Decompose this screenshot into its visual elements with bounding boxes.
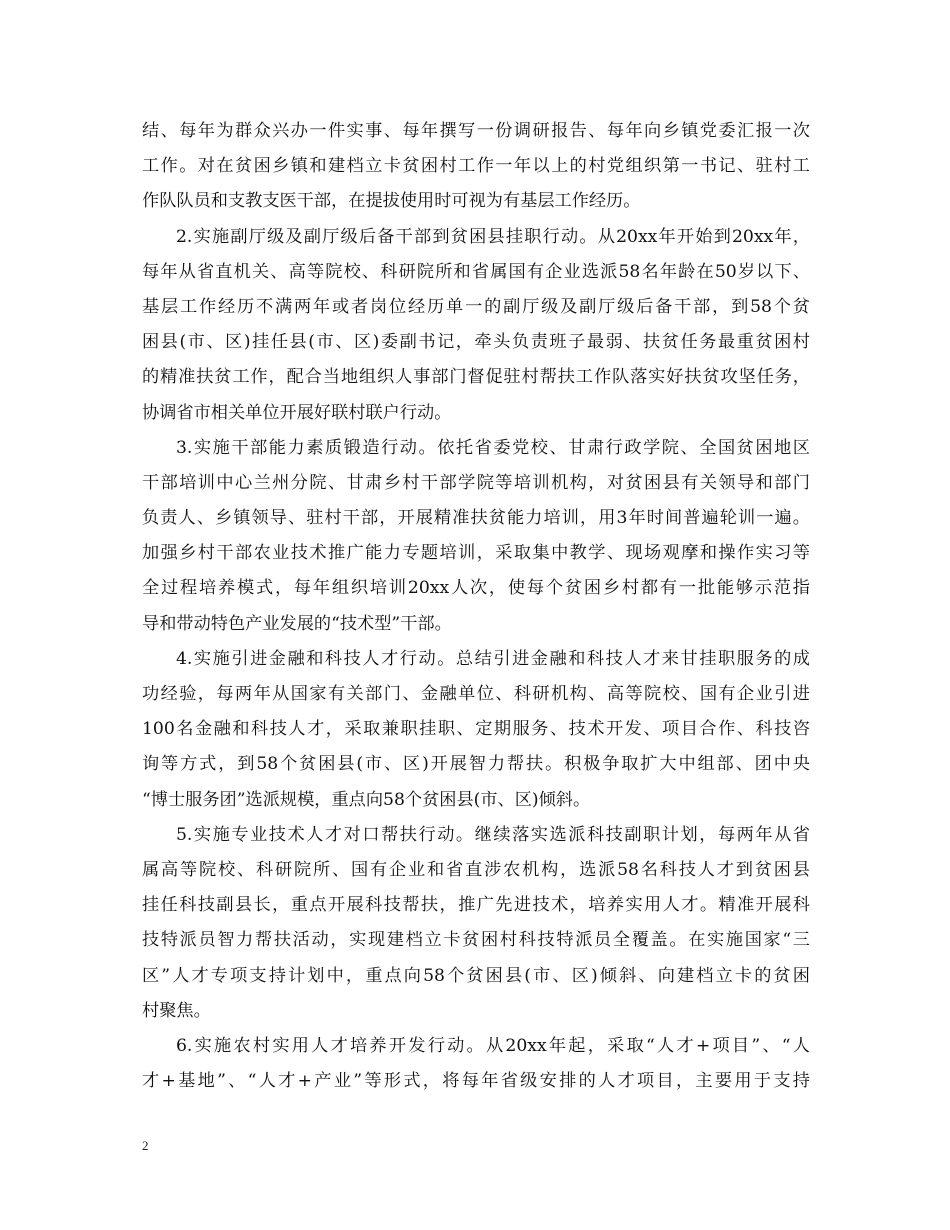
text-line: 才+基地”、“人才+产业”等形式，将每年省级安排的人才项目，主要用于支持 (142, 1071, 810, 1092)
text-line: “博士服务团”选派规模，重点向58个贫困县(市、区)倾斜。 (142, 789, 591, 810)
text-line: 5.实施专业技术人才对口帮扶行动。继续落实选派科技副职计划，每两年从省 (176, 824, 810, 845)
paragraph (142, 431, 810, 642)
paragraph (142, 818, 810, 1029)
text-line: 功经验，每两年从国家有关部门、金融单位、科研机构、高等院校、国有企业引进 (142, 684, 810, 704)
text-line: 2.实施副厅级及副厅级后备干部到贫困县挂职行动。从20xx年开始到20xx年， (176, 226, 810, 247)
page-number: 2 (142, 1138, 149, 1153)
text-line: 4.实施引进金融和科技人才行动。总结引进金融和科技人才来甘挂职服务的成 (176, 648, 810, 669)
paragraph (142, 220, 810, 431)
text-line: 作队队员和支教支医干部，在提拔使用时可视为有基层工作经历。 (142, 191, 641, 212)
text-line: 村聚焦。 (142, 1000, 211, 1021)
text-line: 干部培训中心兰州分院、甘肃乡村干部学院等培训机构，对贫困县有关领导和部门 (142, 472, 810, 493)
text-line: 技特派员智力帮扶活动，实现建档立卡贫困村科技特派员全覆盖。在实施国家“三 (142, 930, 810, 951)
text-line: 询等方式，到58个贫困县(市、区)开展智力帮扶。积极争取扩大中组部、团中央 (142, 754, 810, 775)
text-line: 全过程培养模式，每年组织培训20xx人次，使每个贫困乡村都有一批能够示范指 (142, 578, 810, 599)
text-line: 工作。对在贫困乡镇和建档立卡贫困村工作一年以上的村党组织第一书记、驻村工 (142, 156, 810, 177)
text-line: 属高等院校、科研院所、国有企业和省直涉农机构，选派58名科技人才到贫困县 (142, 859, 810, 880)
text-line: 基层工作经历不满两年或者岗位经历单一的副厅级及副厅级后备干部，到58个贫 (142, 296, 810, 317)
text-line: 加强乡村干部农业技术推广能力专题培训，采取集中教学、现场观摩和操作实习等 (142, 543, 810, 564)
text-line: 的精准扶贫工作，配合当地组织人事部门督促驻村帮扶工作队落实好扶贫攻坚任务， (142, 367, 810, 388)
paragraph (142, 1029, 810, 1099)
paragraph (142, 642, 810, 818)
paragraph (142, 114, 810, 220)
text-line: 6.实施农村实用人才培养开发行动。从20xx年起，采取“人才+项目”、“人 (176, 1035, 810, 1056)
text-line: 导和带动特色产业发展的“技术型”干部。 (142, 613, 452, 634)
text-line: 挂任科技副县长，重点开展科技帮扶，推广先进技术，培养实用人才。精准开展科 (142, 895, 810, 916)
text-line: 协调省市相关单位开展好联村联户行动。 (142, 402, 452, 423)
text-line: 区”人才专项支持计划中，重点向58个贫困县(市、区)倾斜、向建档立卡的贫困 (142, 965, 810, 986)
text-line: 结、每年为群众兴办一件实事、每年撰写一份调研报告、每年向乡镇党委汇报一次 (142, 121, 810, 141)
text-line: 困县(市、区)挂任县(市、区)委副书记，牵头负责班子最弱、扶贫任务最重贫困村 (142, 332, 810, 353)
text-line: 3.实施干部能力素质锻造行动。依托省委党校、甘肃行政学院、全国贫困地区 (176, 437, 810, 458)
text-line: 负责人、乡镇领导、驻村干部，开展精准扶贫能力培训，用3年时间普遍轮训一遍。 (142, 508, 810, 529)
document-body (142, 114, 810, 1099)
text-line: 100名金融和科技人才，采取兼职挂职、定期服务、技术开发、项目合作、科技咨 (142, 719, 810, 740)
text-line: 每年从省直机关、高等院校、科研院所和省属国有企业选派58名年龄在50岁以下、 (142, 261, 810, 282)
